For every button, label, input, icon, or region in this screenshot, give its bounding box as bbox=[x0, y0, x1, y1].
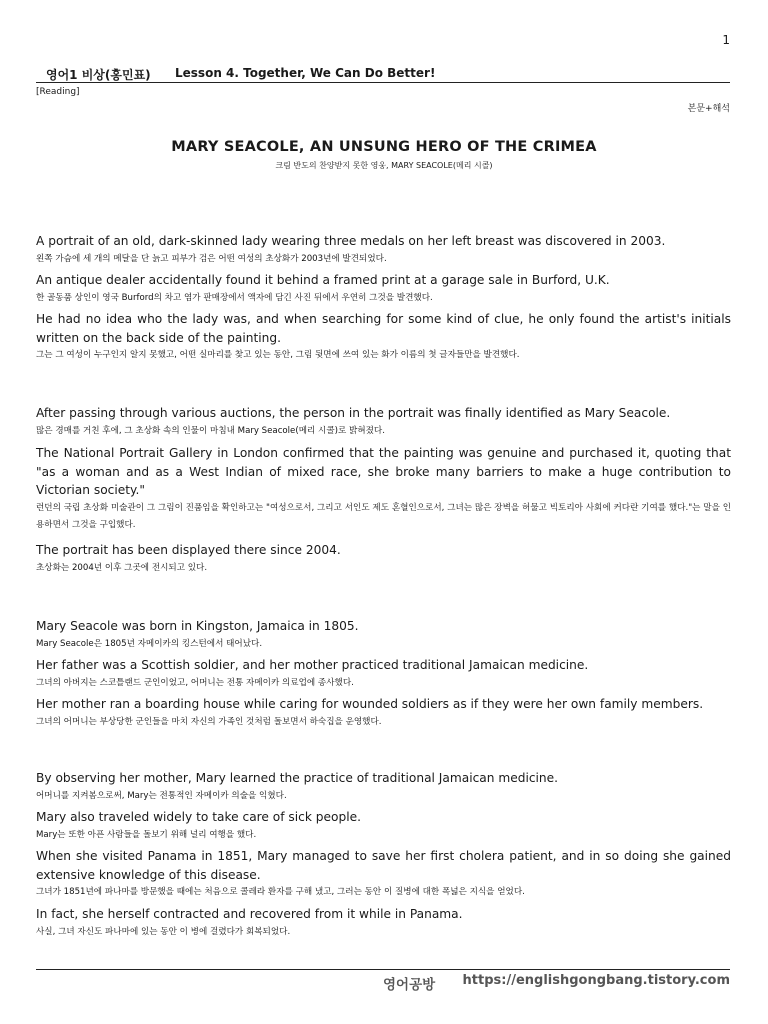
reading-tag: [Reading] bbox=[36, 87, 80, 97]
korean-translation: 그녀의 아버지는 스코틀랜드 군인이었고, 어머니는 전통 자메이카 의료업에 종사했다. bbox=[36, 677, 354, 688]
article-subtitle: 크림 반도의 찬양받지 못한 영웅, MARY SEACOLE(메리 시콜) bbox=[275, 161, 493, 170]
footer-divider bbox=[36, 969, 730, 970]
english-sentence: When she visited Panama in 1851, Mary managed to save her first cholera patient, and in so doing she gained extensive knowledge of this disease. bbox=[36, 849, 731, 882]
english-sentence: Her father was a Scottish soldier, and her mother practiced traditional Jamaican medicine. bbox=[36, 658, 589, 672]
paragraph-3 bbox=[36, 310, 731, 367]
english-sentence: Mary also traveled widely to take care of sick people. bbox=[36, 810, 361, 824]
paragraph-11 bbox=[36, 808, 731, 847]
english-sentence: An antique dealer accidentally found it behind a framed print at a garage sale in Burford, U.K. bbox=[36, 273, 610, 287]
english-sentence: In fact, she herself contracted and recovered from it while in Panama. bbox=[36, 907, 463, 921]
korean-translation: 그녀의 어머니는 부상당한 군인들을 마치 자신의 가족인 것처럼 돌보면서 하숙집을 운영했다. bbox=[36, 716, 382, 727]
paragraph-1 bbox=[36, 232, 731, 271]
textbook-title: 영어1 비상(홍민표) bbox=[46, 68, 151, 82]
paragraph-4 bbox=[36, 404, 731, 443]
english-sentence: After passing through various auctions, the person in the portrait was finally identified as Mary Seacole. bbox=[36, 406, 671, 420]
paragraph-12 bbox=[36, 847, 731, 904]
korean-translation: 사실, 그녀 자신도 파나마에 있는 동안 이 병에 걸렸다가 회복되었다. bbox=[36, 926, 291, 937]
korean-translation: 런던의 국립 초상화 미술관이 그 그림이 진품임을 확인하고는 "여성으로서, 그리고 서인도 제도 혼혈인으로서, 그녀는 많은 장벽을 허물고 빅토리아 사회에 커다란 기여를 했다."는 말을 인용하면서 그것을 구입했다. bbox=[36, 502, 731, 530]
document-header bbox=[36, 64, 730, 83]
english-sentence: The National Portrait Gallery in London confirmed that the painting was genuine and purchased it, quoting that "as a woman and as a West Indian of mixed race, she broke many barriers to make a huge contribution to Victorian society." bbox=[36, 446, 731, 497]
korean-translation: 많은 경매를 거친 후에, 그 초상화 속의 인물이 마침내 Mary Seacole(메리 시콜)로 밝혀졌다. bbox=[36, 425, 385, 436]
english-sentence: By observing her mother, Mary learned the practice of traditional Jamaican medicine. bbox=[36, 771, 559, 785]
korean-translation: 한 골동품 상인이 영국 Burford의 차고 염가 판매장에서 액자에 담긴 사진 뒤에서 우연히 그것을 발견했다. bbox=[36, 292, 433, 303]
paragraph-5 bbox=[36, 444, 731, 537]
english-sentence: Her mother ran a boarding house while caring for wounded soldiers as if they were her own family members. bbox=[36, 697, 704, 711]
paragraph-7 bbox=[36, 617, 731, 656]
english-sentence: A portrait of an old, dark-skinned lady wearing three medals on her left breast was discovered in 2003. bbox=[36, 234, 666, 248]
korean-translation: 초상화는 2004년 이후 그곳에 전시되고 있다. bbox=[36, 562, 208, 573]
korean-translation: 그는 그 여성이 누구인지 알지 못했고, 어떤 실마리를 찾고 있는 동안, 그림 뒷면에 쓰여 있는 화가 이름의 첫 글자들만을 발견했다. bbox=[36, 350, 520, 360]
paragraph-8 bbox=[36, 656, 731, 695]
footer-url-link[interactable]: https://englishgongbang.tistory.com bbox=[462, 973, 730, 988]
paragraph-9 bbox=[36, 695, 731, 734]
paragraph-2 bbox=[36, 271, 731, 310]
korean-translation: 그녀가 1851년에 파나마를 방문했을 때에는 처음으로 콜레라 환자를 구해 냈고, 그러는 동안 이 질병에 대한 폭넓은 지식을 얻었다. bbox=[36, 887, 525, 897]
english-sentence: The portrait has been displayed there since 2004. bbox=[36, 543, 341, 557]
paragraph-13 bbox=[36, 905, 731, 944]
lesson-title: Lesson 4. Together, We Can Do Better! bbox=[175, 66, 436, 80]
article-title: MARY SEACOLE, AN UNSUNG HERO OF THE CRIMEA bbox=[171, 139, 597, 155]
paragraph-6 bbox=[36, 541, 731, 580]
page-number: 1 bbox=[722, 33, 730, 47]
korean-translation: 어머니를 지켜봄으로써, Mary는 전통적인 자메이카 의술을 익혔다. bbox=[36, 790, 287, 801]
korean-translation: Mary Seacole은 1805년 자메이카의 킹스턴에서 태어났다. bbox=[36, 638, 263, 649]
version-tag: 본문+해석 bbox=[687, 104, 730, 114]
english-sentence: Mary Seacole was born in Kingston, Jamaica in 1805. bbox=[36, 619, 359, 633]
english-sentence: He had no idea who the lady was, and when searching for some kind of clue, he only found the artist's initials written on the back side of the painting. bbox=[36, 312, 731, 345]
paragraph-10 bbox=[36, 769, 731, 808]
korean-translation: 왼쪽 가슴에 세 개의 메달을 단 늙고 피부가 검은 어떤 여성의 초상화가 2003년에 발견되었다. bbox=[36, 253, 387, 264]
footer-brand: 영어공방 bbox=[383, 977, 436, 993]
korean-translation: Mary는 또한 아픈 사람들을 돌보기 위해 널리 여행을 했다. bbox=[36, 829, 257, 840]
